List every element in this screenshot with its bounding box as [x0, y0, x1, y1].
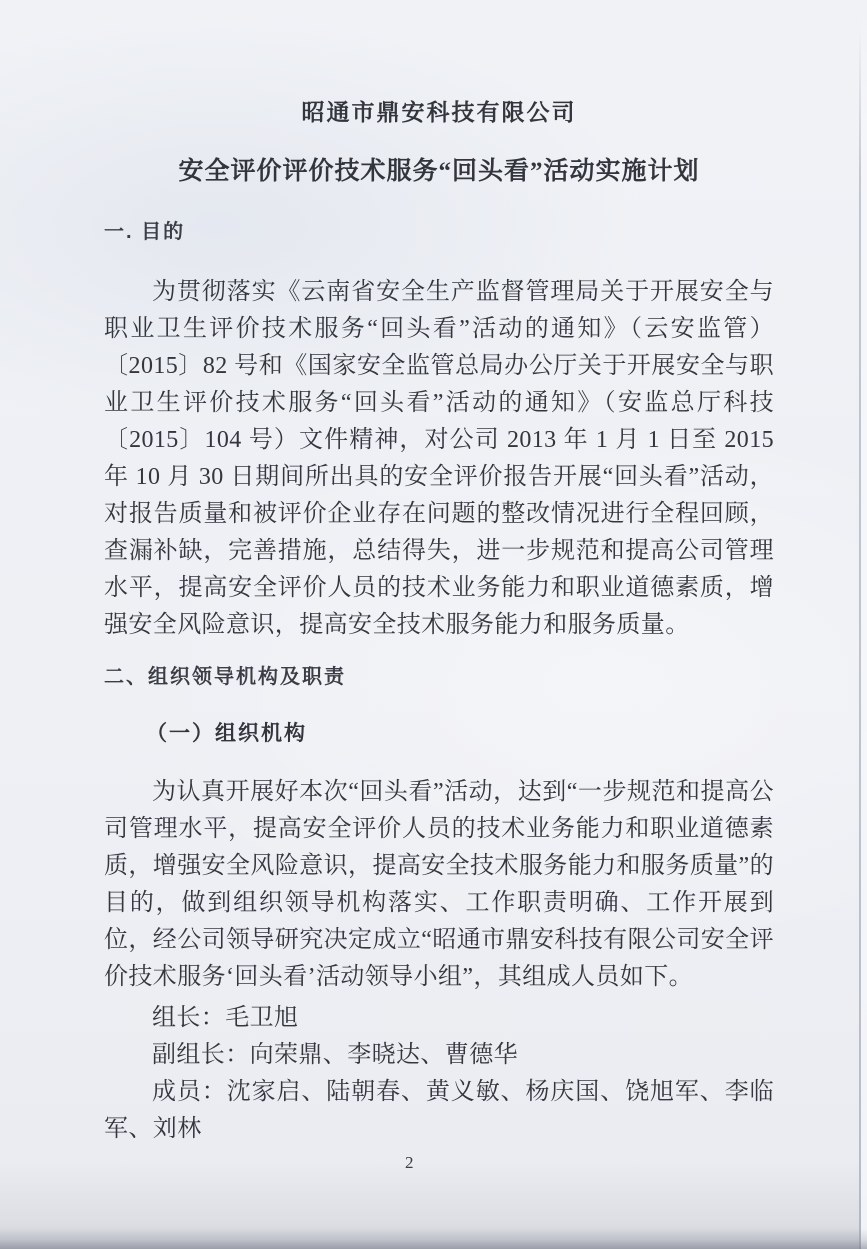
subsection-heading-organization-structure: （一）组织机构: [146, 721, 307, 745]
roster-deputy-leaders-line: 副组长：向荣鼎、李晓达、曹德华: [152, 1042, 518, 1068]
page-right-edge-highlight: [861, 0, 867, 1249]
document-content: [104, 0, 774, 1148]
page-bottom-shadow: [0, 1229, 867, 1249]
section-heading-purpose: 一. 目的: [104, 221, 186, 243]
purpose-paragraph: 为贯彻落实《云南省安全生产监督管理局关于开展安全与职业卫生评价技术服务“回头看”活动的通知》（云安监管）〔2015〕82 号和《国家安全监管总局办公厅关于开展安全与职业卫生评价技术服务“回头看”活动的通知》（安监总厅科技〔2015〕104 号）文件精神，对公司 2013 年 1 月 1 日至 2015 年 10 月 30 日期间所出具的安全评价报告开展“回头看”活动，对报告质量和被评价企业存在问题的整改情况进行全程回顾，查漏补缺，完善措施，总结得失，进一步规范和提高公司管理水平，提高安全评价人员的技术业务能力和职业道德素质，增强安全风险意识，提高安全技术服务能力和服务质量。: [104, 279, 774, 638]
page-number-footer: 2: [405, 1153, 414, 1172]
roster-members-line: 成员：沈家启、陆朝春、黄义敏、杨庆国、饶旭军、李临军、刘林: [104, 1079, 774, 1142]
document-subtitle: 安全评价评价技术服务“回头看”活动实施计划: [178, 158, 700, 185]
section-heading-organization: 二、组织领导机构及职责: [104, 666, 346, 688]
page-right-edge-shadow: [859, 30, 861, 1249]
organization-paragraph: 为认真开展好本次“回头看”活动，达到“一步规范和提高公司管理水平，提高安全评价人员的技术业务能力和职业道德素质，增强安全风险意识，提高安全技术服务能力和服务质量”的目的，做到组织领导机构落实、工作职责明确、工作开展到位，经公司领导研究决定成立“昭通市鼎安科技有限公司安全评价技术服务‘回头看’活动领导小组”，其组成人员如下。: [104, 779, 774, 990]
roster-leader-line: 组长：毛卫旭: [152, 1005, 299, 1031]
leading-group-roster: [104, 1000, 774, 1148]
document-title: 昭通市鼎安科技有限公司: [301, 100, 577, 125]
